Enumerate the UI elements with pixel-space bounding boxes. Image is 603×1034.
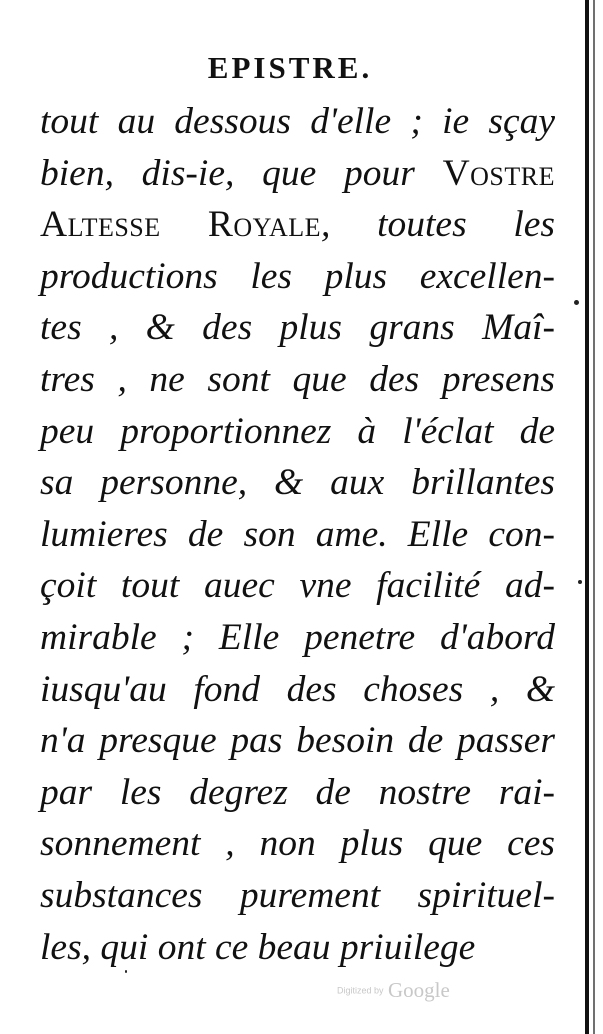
small-caps-segment: Altesse Royale bbox=[40, 204, 322, 246]
text-line bbox=[40, 715, 555, 767]
text-line bbox=[40, 509, 555, 561]
text-line bbox=[40, 870, 555, 922]
text-line bbox=[40, 354, 555, 406]
ink-speck bbox=[578, 580, 582, 584]
binding-edge-line bbox=[585, 0, 589, 1034]
text-segment: lumieres de son ame. Elle con- bbox=[40, 513, 555, 555]
ink-speck bbox=[574, 300, 579, 305]
text-line bbox=[40, 767, 555, 819]
text-segment: substances purement spirituel- bbox=[40, 874, 555, 916]
text-line bbox=[40, 199, 555, 251]
text-segment: çoit tout auec vne facilité ad- bbox=[40, 565, 555, 607]
body-text bbox=[40, 96, 555, 973]
text-segment: mirable ; Elle penetre d'abord bbox=[40, 616, 555, 658]
running-title: EPISTRE. bbox=[207, 50, 373, 85]
page-edge bbox=[579, 0, 603, 1034]
text-segment: tes , & des plus grans Maî- bbox=[40, 307, 555, 349]
text-line bbox=[40, 302, 555, 354]
text-line bbox=[40, 406, 555, 458]
google-logo: Google bbox=[387, 978, 450, 1002]
text-line bbox=[40, 96, 555, 148]
text-line bbox=[40, 251, 555, 303]
text-segment: productions les plus excellen- bbox=[40, 255, 555, 297]
text-line bbox=[40, 818, 555, 870]
text-segment: sa personne, & aux brillantes bbox=[40, 462, 555, 504]
ink-speck bbox=[125, 970, 127, 973]
text-segment: peu proportionnez à l'éclat de bbox=[40, 410, 555, 452]
text-segment: bien, dis-ie, que pour bbox=[40, 152, 443, 194]
binding-edge-line bbox=[593, 0, 595, 1034]
text-segment: les, qui ont ce beau priuilege bbox=[40, 926, 476, 968]
small-caps-segment: Vostre bbox=[442, 152, 555, 194]
text-segment: , toutes les bbox=[321, 204, 555, 246]
watermark-prefix: Digitized by bbox=[337, 985, 384, 996]
text-line bbox=[40, 148, 555, 200]
text-segment: iusqu'au fond des choses , & bbox=[40, 668, 555, 710]
text-line bbox=[40, 457, 555, 509]
text-line bbox=[40, 922, 555, 974]
text-segment: sonnement , non plus que ces bbox=[40, 823, 555, 865]
text-line bbox=[40, 560, 555, 612]
text-line bbox=[40, 664, 555, 716]
text-segment: par les degrez de nostre rai- bbox=[40, 771, 555, 813]
text-line bbox=[40, 612, 555, 664]
digitized-watermark bbox=[337, 978, 450, 1003]
text-segment: n'a presque pas besoin de passer bbox=[40, 720, 555, 762]
text-segment: tout au dessous d'elle ; ie sçay bbox=[40, 101, 555, 142]
text-segment: tres , ne sont que des presens bbox=[40, 358, 555, 400]
